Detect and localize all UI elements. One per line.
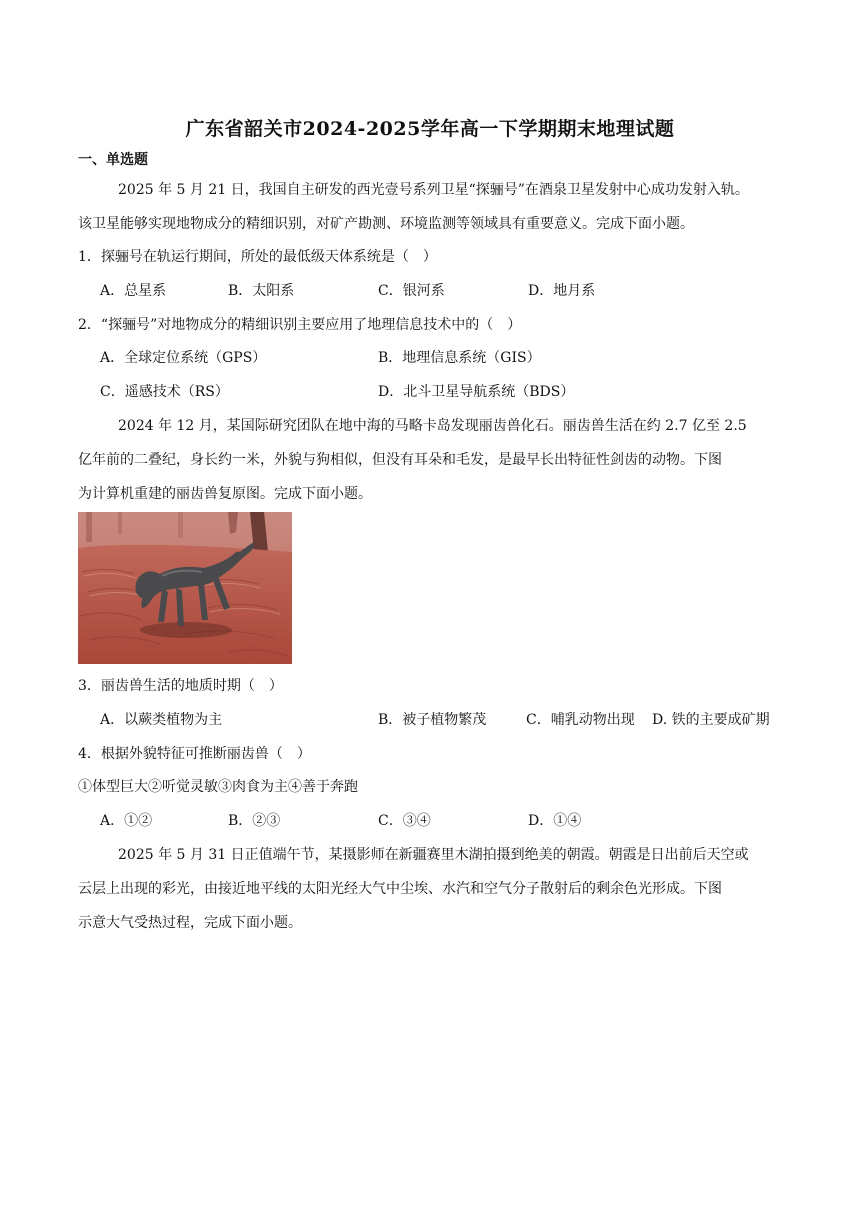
- q4-option-d[interactable]: D．①④: [528, 813, 582, 829]
- intro2-line2: 亿年前的二叠纪，身长约一米，外貌与狗相似，但没有耳朵和毛发，是最早长出特征性剑齿的动物。下图: [78, 452, 722, 468]
- intro1-line1: 2025 年 5 月 21 日，我国自主研发的西光壹号系列卫星“探骊号”在酒泉卫星发射中心成功发射入轨。: [118, 182, 749, 198]
- question-2-stem: 2．“探骊号”对地物成分的精细识别主要应用了地理信息技术中的（ ）: [78, 317, 522, 333]
- section-heading: 一、单选题: [78, 152, 148, 168]
- q4-option-b[interactable]: B．②③: [228, 813, 281, 829]
- q2-option-d[interactable]: D．北斗卫星导航系统（BDS）: [378, 384, 575, 400]
- question-3-options: [100, 710, 800, 730]
- question-1-stem: 1．探骊号在轨运行期间，所处的最低级天体系统是（ ）: [78, 249, 437, 265]
- question-1-options: [100, 281, 800, 301]
- question-2-options-row2: [100, 382, 800, 402]
- q1-option-c[interactable]: C．银河系: [378, 283, 445, 299]
- intro3-line1: 2025 年 5 月 31 日正值端午节，某摄影师在新疆赛里木湖拍摄到绝美的朝霞。朝霞是日出前后天空或: [118, 847, 749, 863]
- gorgonopsian-reconstruction-image: [78, 512, 292, 664]
- q3-option-c[interactable]: C．哺乳动物出现: [526, 712, 635, 728]
- q2-option-c[interactable]: C．遥感技术（RS）: [100, 384, 229, 400]
- q4-option-a[interactable]: A．①②: [100, 813, 153, 829]
- intro3-line2: 云层上出现的彩光，由接近地平线的太阳光经大气中尘埃、水汽和空气分子散射后的剩余色光形成。下图: [78, 881, 722, 897]
- question-3-stem: 3．丽齿兽生活的地质时期（ ）: [78, 678, 283, 694]
- intro2-line1: 2024 年 12 月，某国际研究团队在地中海的马略卡岛发现丽齿兽化石。丽齿兽生活在约 2.7 亿至 2.5: [118, 418, 747, 434]
- question-2-options-row1: [100, 348, 800, 368]
- q1-option-a[interactable]: A．总星系: [100, 283, 167, 299]
- q3-option-a[interactable]: A．以蕨类植物为主: [100, 712, 223, 728]
- q3-option-d[interactable]: D. 铁的主要成矿期: [652, 712, 770, 728]
- question-4-statements: ①体型巨大②听觉灵敏③肉食为主④善于奔跑: [78, 779, 358, 795]
- q2-option-b[interactable]: B．地理信息系统（GIS）: [378, 350, 541, 366]
- q3-option-b[interactable]: B．被子植物繁茂: [378, 712, 487, 728]
- page-title: 广东省韶关市2024-2025学年高一下学期期末地理试题: [185, 118, 675, 140]
- q4-option-c[interactable]: C．③④: [378, 813, 431, 829]
- q1-option-b[interactable]: B．太阳系: [228, 283, 295, 299]
- q2-option-a[interactable]: A．全球定位系统（GPS）: [100, 350, 267, 366]
- intro2-line3: 为计算机重建的丽齿兽复原图。完成下面小题。: [78, 486, 372, 502]
- intro1-line2: 该卫星能够实现地物成分的精细识别，对矿产勘测、环境监测等领域具有重要意义。完成下面小题。: [78, 216, 694, 232]
- question-4-stem: 4．根据外貌特征可推断丽齿兽（ ）: [78, 746, 311, 762]
- intro3-line3: 示意大气受热过程，完成下面小题。: [78, 915, 302, 931]
- q1-option-d[interactable]: D．地月系: [528, 283, 596, 299]
- question-4-options: [100, 811, 800, 831]
